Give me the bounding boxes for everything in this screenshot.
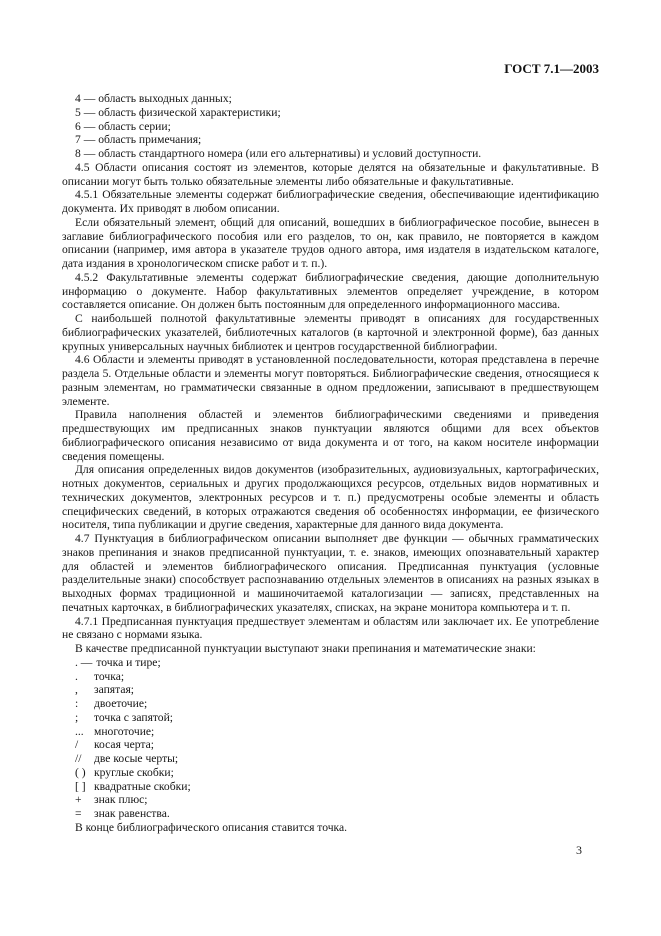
punctuation-label: многоточие; [94,724,155,738]
punctuation-item [62,752,599,766]
punctuation-symbol: , [75,683,78,697]
punctuation-item [62,670,599,684]
punctuation-item [62,711,599,725]
paragraph-4-7-1: 4.7.1 Предписанная пунктуация предшествует элементам и областям или заключает их. Ее употребление не связано с нормами языка. [62,614,599,642]
punctuation-item [62,725,599,739]
punctuation-label: две косые черты; [94,752,179,765]
list-item-area-6: 6 — область серии; [75,119,171,133]
paragraph-filling-rules: Правила наполнения областей и элементов библиографическими сведениями и приведения предшествующих им предписанных знаков пунктуации являются общими для всех объектов библиографического описания независимо от вида документа и от того, на каком носителе информации сведения помещены. [62,408,599,463]
punctuation-item [62,656,599,670]
page-number: 3 [576,843,582,857]
punctuation-label: косая черта; [94,738,154,752]
punctuation-label: точка; [94,669,125,683]
punctuation-label: знак плюс; [94,793,148,807]
punctuation-symbol: = [75,807,82,820]
punctuation-label: запятая; [94,683,135,697]
punctuation-symbol: ( ) [75,765,86,779]
punctuation-symbol: ; [75,710,79,724]
punctuation-item [62,793,599,807]
punctuation-symbol: // [75,752,82,765]
punctuation-label: круглые скобки; [94,765,174,779]
punctuation-item [62,683,599,697]
punctuation-symbol: / [75,738,79,752]
punctuation-symbol: [ ] [75,779,86,793]
punctuation-symbol: : [75,697,79,710]
document-header-id: ГОСТ 7.1—2003 [504,61,599,76]
paragraph-special-documents: Для описания определенных видов документов (изобразительных, аудиовизуальных, картографических, нотных документов, сериальных и других продолжающихся ресурсов, отдельных видов нормативных и технических документов, электронных ресурсов и т. п.) предусмотрены особые элементы и область специфических сведений, в которых отражаются сведения об особенностях информации, ее физического носителя, типа публикации и другие сведения, характерные для данного вида документа. [62,463,599,532]
punctuation-item [62,780,599,794]
punctuation-item [62,697,599,711]
list-item-area-5: 5 — область физической характеристики; [75,105,281,119]
document-body [62,92,599,835]
paragraph-punctuation-intro: В качестве предписанной пунктуации выступают знаки препинания и математические знаки: [75,642,536,655]
punctuation-label: квадратные скобки; [94,779,191,793]
paragraph-4-6: 4.6 Области и элементы приводят в установленной последовательности, которая представлена в перечне раздела 5. Отдельные области и элементы могут повторяться. Библиографические сведения, относящиеся к разным элементам, но грамматически связанные в одном предложении, записывают в предшествующем элементе. [62,353,599,408]
punctuation-symbol: ... [75,724,84,738]
list-item-area-8: 8 — область стандартного номера (или его альтернативы) и условий доступности. [75,147,482,160]
paragraph-4-5-1: 4.5.1 Обязательные элементы содержат библиографические сведения, обеспечивающие идентификацию документа. Их приводят в любом описании. [62,188,599,215]
punctuation-item [62,766,599,780]
list-item-area-4: 4 — область выходных данных; [75,92,232,105]
punctuation-symbol: + [75,793,82,807]
paragraph-mandatory-element-note: Если обязательный элемент, общий для описаний, вошедших в библиографическое пособие, вынесен в заглавие библиографического пособия или его разделов, то он, как правило, не повторяется в каждом описании (например, имя автора в указателе трудов одного автора, имя издателя в издательском каталоге, дата издания в хронологическом списке работ и т. п.). [62,215,599,270]
closing-sentence: В конце библиографического описания ставится точка. [75,820,348,834]
punctuation-label: двоеточие; [94,697,148,710]
punctuation-label: знак равенства. [94,807,170,820]
paragraph-optional-elements-fullness: С наибольшей полнотой факультативные элементы приводят в описаниях для государственных библиографических указателей, библиотечных каталогов (в карточной и электронной форме), баз данных крупных универсальных научных библиотек и центров государственной библиографии. [62,312,599,353]
punctuation-symbol: . [75,669,78,683]
paragraph-4-5: 4.5 Области описания состоят из элементов, которые делятся на обязательные и факультативные. В описании могут быть только обязательные элементы либо обязательные и факультативные. [62,160,599,188]
punctuation-item [62,738,599,752]
paragraph-4-7: 4.7 Пунктуация в библиографическом описании выполняет две функции — обычных грамматических знаков препинания и знаков предписанной пунктуации, т. е. знаков, имеющих опознавательный характер для областей и элементов библиографического описания. Предписанная пунктуация (условные разделительные знаки) способствует распознаванию отдельных элементов в описаниях на разных языках в выходных формах традиционной и машиночитаемой каталогизации — записях, представленных на печатных карточках, в библиографических указателях, списках, на экране монитора компьютера и т. п. [62,532,599,614]
paragraph-4-5-2: 4.5.2 Факультативные элементы содержат библиографические сведения, дающие дополнительную информацию о документе. Набор факультативных элементов определяет учреждение, в котором составляется описание. Он должен быть постоянным для определенного информационного массива. [62,270,599,312]
punctuation-item [62,807,599,821]
punctuation-label: точка с запятой; [94,710,174,724]
punctuation-symbol: . — [75,655,93,669]
punctuation-label: точка и тире; [96,655,161,669]
list-item-area-7: 7 — область примечания; [75,133,202,147]
